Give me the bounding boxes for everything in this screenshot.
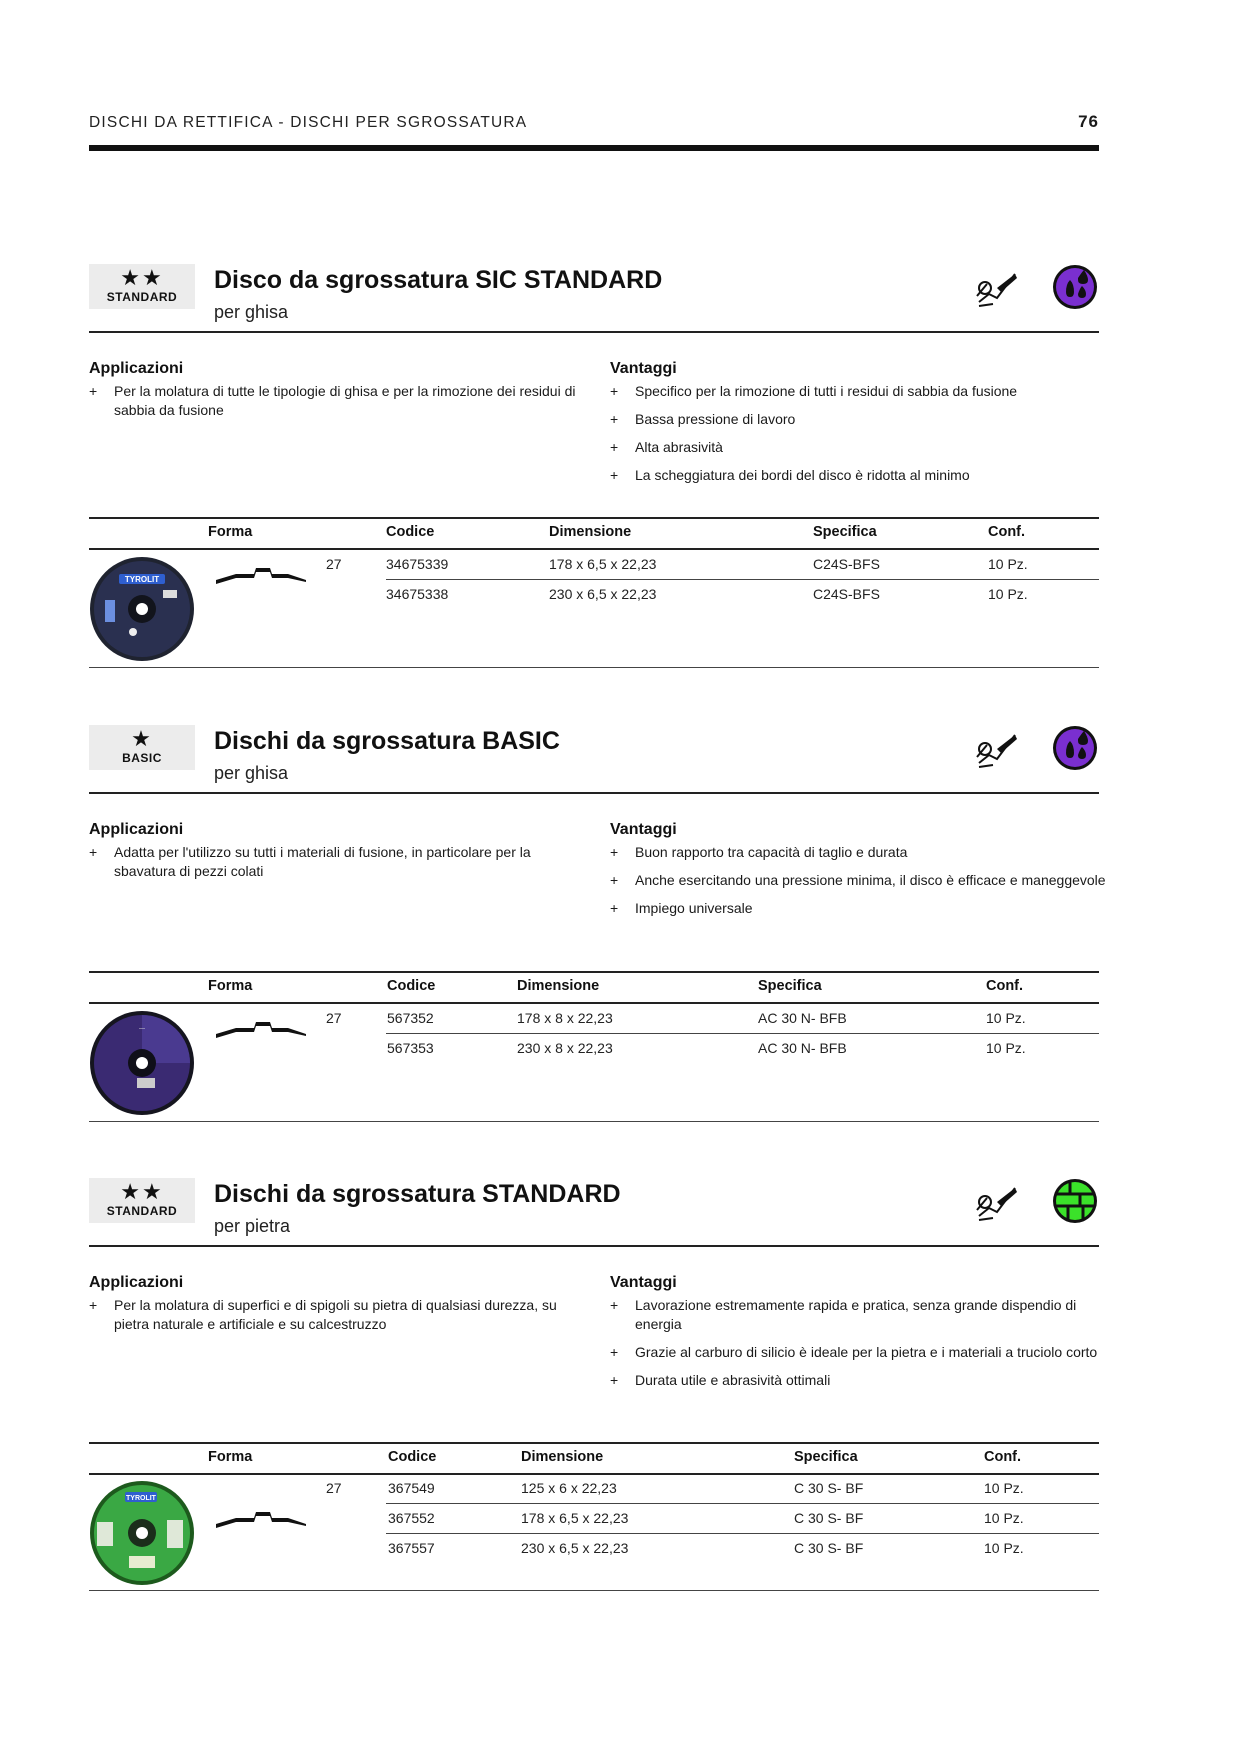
product-title: Dischi da sgrossatura STANDARD: [214, 1180, 621, 1208]
product-title: Dischi da sgrossatura BASIC: [214, 727, 560, 755]
quality-badge: [89, 725, 195, 770]
svg-text:TYROLIT: TYROLIT: [126, 1495, 156, 1502]
quality-badge: [89, 264, 195, 309]
conf-cell: 10 Pz.: [986, 1010, 1026, 1026]
dimensione-cell: 178 x 8 x 22,23: [517, 1010, 613, 1026]
disc-product-image: [89, 1480, 195, 1586]
col-header-codice: Codice: [386, 524, 435, 540]
applicazioni-item: + Adatta per l'utilizzo su tutti i materiali di fusione, in particolare per la sbavatura di pezzi colati: [89, 844, 531, 879]
quality-badge: [89, 1178, 195, 1223]
conf-cell: 10 Pz.: [986, 1040, 1026, 1056]
col-header-codice: Codice: [388, 1449, 437, 1465]
angle-grinder-icon: [975, 268, 1019, 308]
page-number: 76: [1078, 112, 1099, 131]
codice-cell: 367557: [388, 1540, 435, 1556]
col-header-conf: Conf.: [984, 1449, 1022, 1465]
codice-cell: 567353: [387, 1040, 434, 1056]
forma-value: 27: [326, 1010, 342, 1026]
title-divider: [89, 331, 1099, 333]
rating-stars: ★★: [120, 265, 164, 290]
vantaggi-item: + Alta abrasività: [610, 439, 723, 455]
product-subtitle: per ghisa: [214, 302, 289, 322]
page-section-title: DISCHI DA RETTIFICA - DISCHI PER SGROSSATURA: [89, 114, 528, 131]
row-divider: [386, 1503, 1099, 1504]
applicazioni-item: + Per la molatura di superfici e di spigoli su pietra di qualsiasi durezza, su pietra naturale e artificiale e su calcestruzzo: [89, 1297, 557, 1332]
shape-27-profile-icon: [216, 1508, 306, 1528]
title-divider: [89, 1245, 1099, 1247]
vantaggi-section: [610, 360, 1110, 494]
applicazioni-section: [89, 360, 589, 429]
svg-text:TYROLIT: TYROLIT: [124, 575, 160, 584]
col-header-conf: Conf.: [986, 978, 1024, 994]
vantaggi-item: + Durata utile e abrasività ottimali: [610, 1372, 831, 1388]
vantaggi-item: + Grazie al carburo di silicio è ideale per la pietra e i materiali a truciolo corto: [610, 1344, 1098, 1360]
dimensione-cell: 178 x 6,5 x 22,23: [549, 556, 657, 572]
vantaggi-heading: Vantaggi: [610, 1274, 677, 1291]
product-subtitle: per pietra: [214, 1216, 291, 1236]
col-header-specifica: Specifica: [758, 978, 822, 994]
vantaggi-item: + Impiego universale: [610, 900, 753, 916]
specifica-cell: C24S-BFS: [813, 556, 880, 572]
dimensione-cell: 230 x 6,5 x 22,23: [549, 586, 657, 602]
specifica-cell: AC 30 N- BFB: [758, 1040, 847, 1056]
forma-value: 27: [326, 1480, 342, 1496]
vantaggi-section: [610, 1274, 1110, 1399]
product-title: Disco da sgrossatura SIC STANDARD: [214, 266, 663, 294]
codice-cell: 34675338: [386, 586, 449, 602]
specifica-cell: C 30 S- BF: [794, 1480, 864, 1496]
col-header-specifica: Specifica: [813, 524, 877, 540]
product-section-sic-standard: [89, 264, 1099, 684]
applicazioni-heading: Applicazioni: [89, 1274, 184, 1291]
svg-text:—: —: [139, 1026, 145, 1032]
conf-cell: 10 Pz.: [988, 586, 1028, 602]
col-header-forma: Forma: [208, 524, 253, 540]
col-header-codice: Codice: [387, 978, 436, 994]
product-section-standard-pietra: [89, 1178, 1099, 1608]
rating-stars: ★: [131, 726, 153, 751]
applicazioni-section: [89, 821, 589, 890]
forma-value: 27: [326, 556, 342, 572]
applicazioni-heading: Applicazioni: [89, 821, 184, 838]
codice-cell: 567352: [387, 1010, 434, 1026]
applicazioni-section: [89, 1274, 589, 1343]
disc-product-image: [89, 556, 195, 662]
table-header-rule: [89, 548, 1099, 550]
table-top-rule: [89, 1442, 1099, 1444]
dimensione-cell: 125 x 6 x 22,23: [521, 1480, 617, 1496]
page-header: [89, 112, 1099, 152]
badge-label: STANDARD: [106, 1204, 178, 1218]
disc-product-image: [89, 1010, 195, 1116]
table-top-rule: [89, 517, 1099, 519]
col-header-dimensione: Dimensione: [549, 524, 632, 540]
cast-iron-drop-icon: [1052, 725, 1098, 771]
badge-label: STANDARD: [106, 290, 178, 304]
specifica-cell: AC 30 N- BFB: [758, 1010, 847, 1026]
header-divider: [89, 145, 1099, 151]
applicazioni-item: + Per la molatura di tutte le tipologie di ghisa e per la rimozione dei residui di sabbia da fusione: [89, 383, 576, 418]
title-divider: [89, 792, 1099, 794]
row-divider: [386, 579, 1099, 580]
angle-grinder-icon: [975, 729, 1019, 769]
col-header-dimensione: Dimensione: [521, 1449, 604, 1465]
vantaggi-item: + Buon rapporto tra capacità di taglio e durata: [610, 844, 908, 860]
table-bottom-rule: [89, 1590, 1099, 1591]
conf-cell: 10 Pz.: [984, 1540, 1024, 1556]
table-header-rule: [89, 1002, 1099, 1004]
dimensione-cell: 230 x 6,5 x 22,23: [521, 1540, 629, 1556]
rating-stars: ★★: [120, 1179, 164, 1204]
col-header-dimensione: Dimensione: [517, 978, 600, 994]
table-bottom-rule: [89, 1121, 1099, 1122]
row-divider: [386, 1033, 1099, 1034]
vantaggi-item: + Anche esercitando una pressione minima, il disco è efficace e maneggevole: [610, 872, 1106, 888]
vantaggi-item: + Bassa pressione di lavoro: [610, 411, 796, 427]
vantaggi-item: + La scheggiatura dei bordi del disco è ridotta al minimo: [610, 467, 970, 483]
vantaggi-heading: Vantaggi: [610, 821, 677, 838]
col-header-forma: Forma: [208, 1449, 253, 1465]
cast-iron-drop-icon: [1052, 264, 1098, 310]
col-header-specifica: Specifica: [794, 1449, 858, 1465]
codice-cell: 34675339: [386, 556, 449, 572]
conf-cell: 10 Pz.: [988, 556, 1028, 572]
dimensione-cell: 178 x 6,5 x 22,23: [521, 1510, 629, 1526]
col-header-forma: Forma: [208, 978, 253, 994]
shape-27-profile-icon: [216, 1018, 306, 1038]
stone-brick-icon: [1052, 1178, 1098, 1224]
row-divider: [386, 1533, 1099, 1534]
badge-label: BASIC: [122, 751, 162, 765]
shape-27-profile-icon: [216, 564, 306, 584]
specifica-cell: C 30 S- BF: [794, 1510, 864, 1526]
product-subtitle: per ghisa: [214, 763, 289, 783]
codice-cell: 367549: [388, 1480, 435, 1496]
vantaggi-heading: Vantaggi: [610, 360, 677, 377]
specifica-cell: C 30 S- BF: [794, 1540, 864, 1556]
table-bottom-rule: [89, 667, 1099, 668]
conf-cell: 10 Pz.: [984, 1510, 1024, 1526]
vantaggi-item: + Specifico per la rimozione di tutti i residui di sabbia da fusione: [610, 383, 1018, 399]
dimensione-cell: 230 x 8 x 22,23: [517, 1040, 613, 1056]
table-header-rule: [89, 1473, 1099, 1475]
product-section-basic: [89, 725, 1106, 1145]
specifica-cell: C24S-BFS: [813, 586, 880, 602]
table-top-rule: [89, 971, 1099, 973]
angle-grinder-icon: [975, 1182, 1019, 1222]
vantaggi-section: [610, 821, 1110, 927]
col-header-conf: Conf.: [988, 524, 1026, 540]
codice-cell: 367552: [388, 1510, 435, 1526]
conf-cell: 10 Pz.: [984, 1480, 1024, 1496]
applicazioni-heading: Applicazioni: [89, 360, 184, 377]
vantaggi-item: + Lavorazione estremamente rapida e pratica, senza grande dispendio di energia: [610, 1297, 1077, 1332]
